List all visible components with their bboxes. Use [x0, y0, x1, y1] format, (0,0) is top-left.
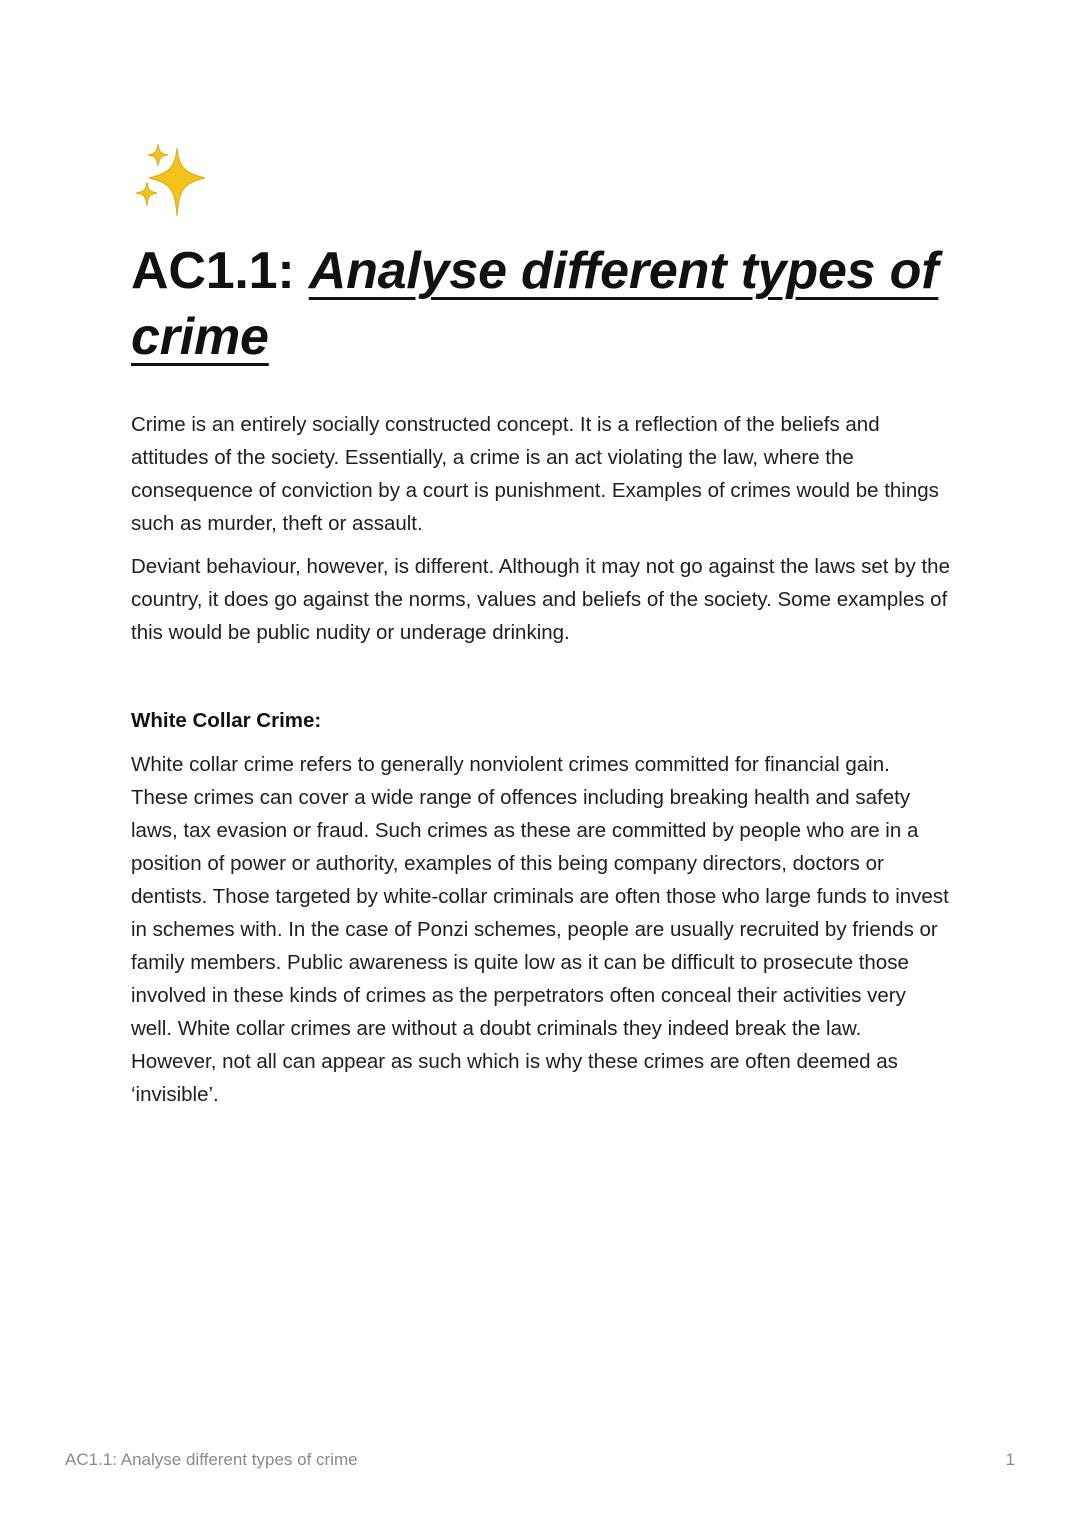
footer-page-number: 1	[1005, 1450, 1015, 1469]
title-emphasis: Analyse different types of crime	[131, 242, 939, 366]
intro-paragraph-crime: Crime is an entirely socially constructed concept. It is a reflection of the beliefs and attitudes of the society. Essentially, a crime is an act violating the law, where the consequence of conviction by a court is punishment. Examples of crimes would be things such as murder, theft or assault.	[131, 413, 939, 535]
sparkles-icon	[131, 140, 213, 220]
page-title	[131, 238, 951, 370]
intro-paragraph-deviance: Deviant behaviour, however, is different. Although it may not go against the laws set by the country, it does go against the norms, values and beliefs of the society. Some examples of this would be public nudity or underage drinking.	[131, 555, 950, 644]
footer-document-title: AC1.1: Analyse different types of crime	[65, 1450, 358, 1469]
section-heading: White Collar Crime:	[131, 709, 322, 732]
title-prefix: AC1.1:	[131, 242, 309, 300]
section-body-paragraph: White collar crime refers to generally nonviolent crimes committed for financial gain. These crimes can cover a wide range of offences including breaking health and safety laws, tax evasion or fraud. Such crimes as these are committed by people who are in a position of power or authority, examples of this being company directors, doctors or dentists. Those targeted by white-collar criminals are often those who large funds to invest in schemes with. In the case of Ponzi schemes, people are usually recruited by friends or family members. Public awareness is quite low as it can be difficult to prosecute those involved in these kinds of crimes as the perpetrators often conceal their activities very well. White collar crimes are without a doubt criminals they indeed break the law. However, not all can appear as such which is why these crimes are often deemed as ‘invisible’.	[131, 753, 949, 1106]
page-content	[131, 140, 951, 1111]
